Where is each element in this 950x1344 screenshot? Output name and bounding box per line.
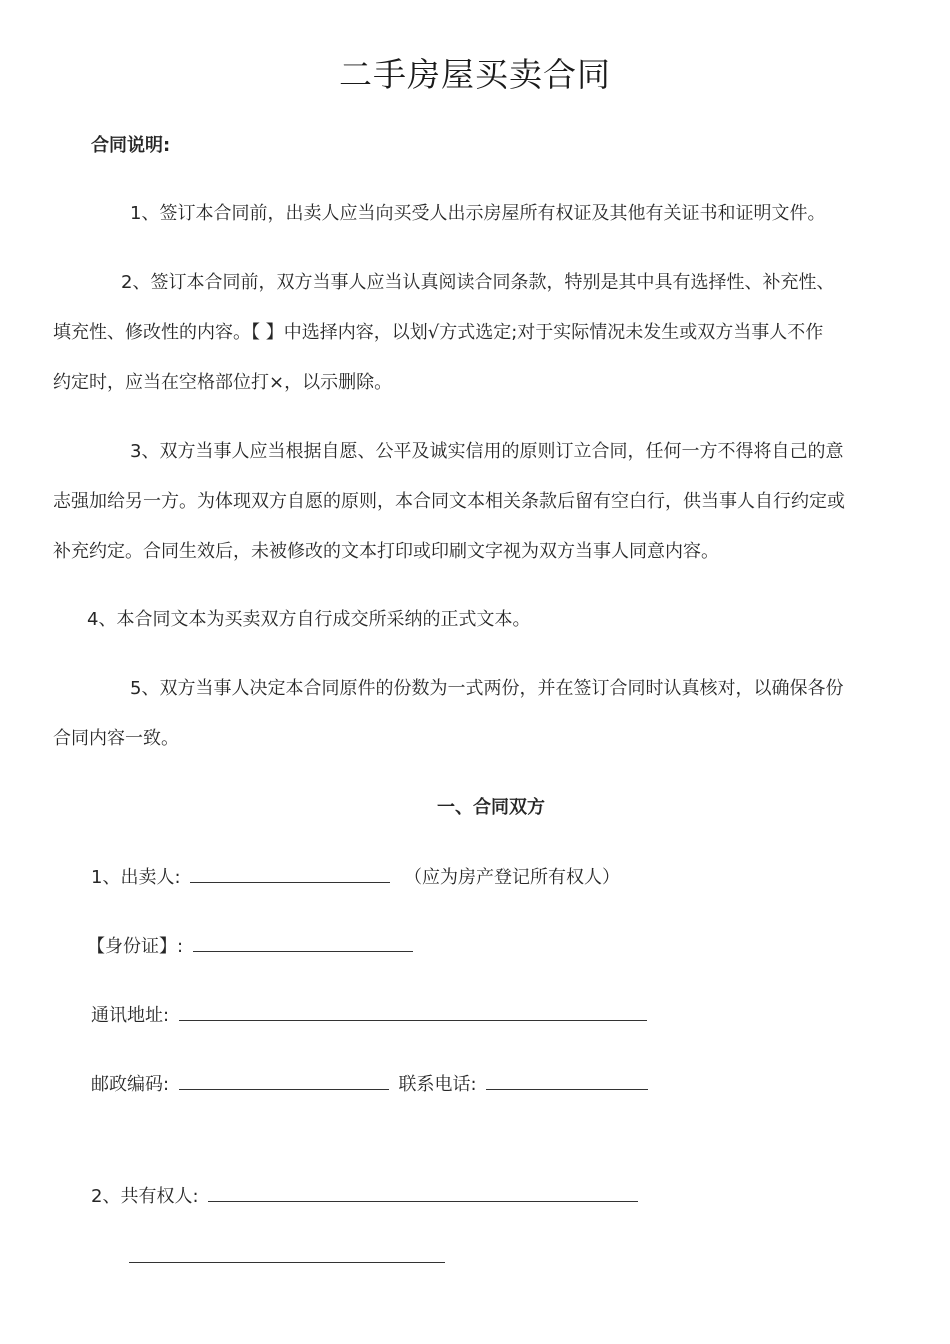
id-card-row bbox=[87, 933, 413, 960]
id-card-field[interactable] bbox=[193, 933, 413, 952]
note-item-3-line-2: 志强加给另一方。为体现双方自愿的原则，本合同文本相关条款后留有空白行，供当事人自行约定或 bbox=[53, 491, 845, 512]
note-item-1: 1、签订本合同前，出卖人应当向买受人出示房屋所有权证及其他有关证书和证明文件。 bbox=[130, 203, 826, 224]
seller-row bbox=[91, 864, 620, 891]
note-item-2-line-1: 2、签订本合同前，双方当事人应当认真阅读合同条款，特别是其中具有选择性、补充性、 bbox=[121, 272, 835, 293]
address-row bbox=[91, 1002, 647, 1029]
seller-field[interactable] bbox=[190, 864, 390, 883]
notes-heading: 合同说明: bbox=[91, 135, 171, 156]
postcode-label: 邮政编码: bbox=[91, 1074, 170, 1095]
co-owner-extra-line[interactable] bbox=[129, 1261, 445, 1263]
address-field[interactable] bbox=[179, 1002, 647, 1021]
co-owner-label: 2、共有权人: bbox=[91, 1186, 199, 1207]
seller-note: （应为房产登记所有权人） bbox=[404, 867, 620, 888]
note-item-3-line-1: 3、双方当事人应当根据自愿、公平及诚实信用的原则订立合同，任何一方不得将自己的意 bbox=[130, 441, 844, 462]
note-item-3-line-3: 补充约定。合同生效后，未被修改的文本打印或印刷文字视为双方当事人同意内容。 bbox=[53, 541, 719, 562]
seller-label: 1、出卖人: bbox=[91, 867, 181, 888]
phone-label: 联系电话: bbox=[398, 1074, 477, 1095]
address-label: 通讯地址: bbox=[91, 1005, 170, 1026]
phone-field[interactable] bbox=[486, 1071, 648, 1090]
note-item-5-line-1: 5、双方当事人决定本合同原件的份数为一式两份，并在签订合同时认真核对，以确保各份 bbox=[130, 678, 844, 699]
postcode-phone-row bbox=[91, 1071, 648, 1098]
note-item-4: 4、本合同文本为买卖双方自行成交所采纳的正式文本。 bbox=[87, 609, 531, 630]
co-owner-row bbox=[91, 1183, 638, 1210]
section-heading-parties: 一、合同双方 bbox=[437, 797, 545, 818]
id-card-label: 【身份证】: bbox=[87, 936, 184, 957]
co-owner-field[interactable] bbox=[208, 1183, 638, 1202]
note-item-5-line-2: 合同内容一致。 bbox=[53, 728, 179, 749]
note-item-2-line-2: 填充性、修改性的内容。【 】中选择内容，以划√方式选定;对于实际情况未发生或双方当事人不作 bbox=[53, 322, 824, 343]
note-item-2-line-3: 约定时，应当在空格部位打×，以示删除。 bbox=[53, 372, 393, 393]
document-title: 二手房屋买卖合同 bbox=[339, 55, 611, 94]
postcode-field[interactable] bbox=[179, 1071, 389, 1090]
